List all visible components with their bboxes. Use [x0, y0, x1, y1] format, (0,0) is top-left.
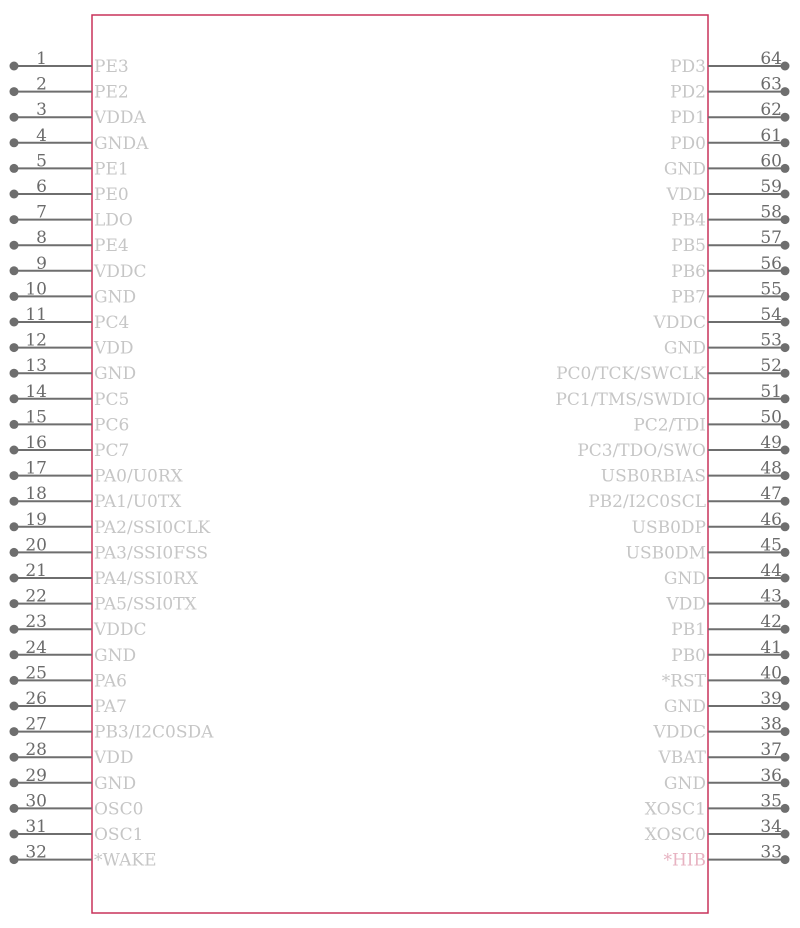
pin-number: 12: [25, 330, 47, 351]
pin-endpoint-dot: [10, 164, 19, 173]
pin-number: 16: [25, 433, 47, 453]
pin-number: 62: [760, 100, 782, 121]
pin-endpoint-dot: [10, 522, 19, 531]
pin-label: PA2/SSI0CLK: [94, 517, 211, 538]
pin: [10, 203, 133, 231]
pin: [577, 433, 789, 461]
pin-number: 31: [25, 817, 47, 837]
pin-label: VDDC: [653, 313, 706, 333]
pin-label: PE3: [94, 57, 129, 77]
pin-number: 40: [760, 663, 782, 684]
pin: [556, 356, 789, 384]
pin-number: 7: [36, 202, 47, 223]
pin-label: GND: [663, 159, 706, 180]
pin-number: 25: [25, 663, 47, 684]
pin: [601, 459, 790, 487]
pin-label: XOSC1: [644, 799, 706, 820]
pin: [658, 740, 790, 768]
pin: [10, 459, 184, 487]
pin-label: XOSC0: [644, 825, 706, 845]
pin: [670, 100, 789, 128]
pin-label: PA1/U0TX: [94, 492, 182, 513]
pin-label: PC3/TDO/SWO: [577, 441, 706, 461]
pin: [10, 100, 147, 128]
pin: [10, 382, 130, 410]
pin-endpoint-dot: [10, 113, 19, 122]
pin-label: PD3: [670, 57, 706, 77]
pin-label: PA7: [94, 697, 127, 717]
pin: [10, 151, 129, 179]
pin-label: PB6: [671, 261, 706, 282]
pin-number: 15: [25, 407, 47, 428]
pin-number: 61: [760, 125, 782, 146]
pin-label: *HIB: [663, 850, 706, 871]
pin-number: 34: [760, 817, 782, 837]
pin-number: 57: [760, 228, 782, 249]
pin-label: VDDC: [94, 261, 147, 282]
pin-endpoint-dot: [10, 574, 19, 583]
pin: [664, 151, 790, 179]
pin: [664, 689, 790, 717]
pin: [10, 689, 127, 717]
pin: [671, 279, 789, 307]
pin-number: 51: [760, 381, 782, 402]
pin-label: GND: [94, 364, 137, 385]
pin-label: VBAT: [658, 748, 706, 769]
pin-number: 20: [25, 535, 47, 556]
left-pin-group: [10, 49, 215, 871]
pin-label: GND: [663, 338, 706, 359]
pin-number: 33: [760, 842, 782, 863]
pin-endpoint-dot: [10, 318, 19, 327]
pin-label: OSC1: [94, 825, 144, 845]
pin: [645, 817, 790, 845]
pin: [671, 612, 789, 640]
pin-number: 63: [760, 74, 782, 95]
pin-label: GND: [663, 697, 706, 717]
pin-label: LDO: [94, 210, 133, 231]
pin-number: 39: [760, 689, 782, 709]
pin-endpoint-dot: [10, 548, 19, 557]
pin: [10, 663, 127, 691]
pin-endpoint-dot: [10, 625, 19, 634]
pin-number: 54: [760, 305, 782, 325]
pin-number: 60: [760, 151, 782, 172]
pin-endpoint-dot: [10, 394, 19, 403]
pin-number: 4: [36, 125, 47, 146]
pin-label: PE4: [94, 236, 129, 257]
pin-label: VDD: [666, 594, 706, 615]
pin: [10, 254, 147, 282]
pin-endpoint-dot: [10, 446, 19, 455]
pin-label: PA3/SSI0FSS: [94, 543, 209, 564]
pin-number: 10: [25, 279, 47, 300]
pin-endpoint-dot: [10, 241, 19, 250]
pin-endpoint-dot: [10, 62, 19, 71]
pin: [664, 331, 790, 359]
pin-endpoint-dot: [10, 215, 19, 224]
pin: [10, 433, 130, 461]
pin-number: 30: [25, 791, 47, 812]
pin-endpoint-dot: [10, 292, 19, 301]
pin: [555, 382, 789, 410]
pin-number: 58: [760, 202, 782, 223]
pin: [671, 638, 789, 666]
chip-body-outline: [92, 15, 708, 913]
pin: [665, 177, 789, 205]
pin: [10, 279, 137, 307]
pin-endpoint-dot: [10, 727, 19, 736]
pin: [588, 484, 789, 512]
pin-number: 22: [25, 586, 47, 607]
pin: [671, 228, 789, 256]
pin-label: VDDC: [94, 620, 147, 641]
pin: [10, 331, 134, 359]
pin: [10, 817, 144, 845]
pin-label: PA0/U0RX: [94, 466, 183, 487]
pin: [665, 587, 789, 615]
pin-endpoint-dot: [10, 497, 19, 506]
pin-label: PA6: [94, 671, 127, 692]
pin-label: *WAKE: [94, 850, 157, 871]
pin-label: PD2: [670, 82, 706, 103]
pin-label: PC4: [94, 313, 130, 333]
pin-label: PC0/TCK/SWCLK: [556, 364, 706, 385]
pin-number: 24: [25, 637, 47, 658]
pin-label: VDD: [94, 338, 134, 359]
pin-number: 48: [760, 458, 782, 479]
pin-label: GND: [94, 287, 137, 308]
pin: [671, 254, 789, 282]
pin-endpoint-dot: [10, 804, 19, 813]
pin: [10, 612, 147, 640]
pin: [10, 228, 129, 256]
pin-number: 23: [25, 612, 47, 633]
pin-number: 53: [760, 330, 782, 351]
pin: [10, 561, 200, 589]
pin-number: 1: [36, 49, 47, 69]
pin: [10, 843, 157, 871]
pin-number: 50: [760, 407, 782, 428]
pin-endpoint-dot: [10, 855, 19, 864]
pin-label: PC6: [94, 415, 130, 436]
pin-endpoint-dot: [10, 266, 19, 275]
pin-label: PA4/SSI0RX: [94, 569, 199, 589]
pin-endpoint-dot: [10, 471, 19, 480]
pin-label: PC2/TDI: [633, 415, 706, 436]
pin-endpoint-dot: [10, 138, 19, 147]
right-pin-group: [555, 49, 789, 871]
pin-label: PB3/I2C0SDA: [94, 722, 214, 743]
pin-label: VDD: [666, 185, 706, 205]
pin: [664, 561, 790, 589]
pin-label: PC5: [94, 389, 130, 410]
pin-number: 42: [760, 612, 782, 633]
pin-endpoint-dot: [10, 778, 19, 787]
pin-endpoint-dot: [10, 702, 19, 711]
pin: [10, 766, 137, 794]
pin-label: PB7: [671, 287, 706, 308]
pin-label: PB1: [671, 620, 706, 641]
pin: [663, 843, 789, 871]
pin-number: 13: [25, 356, 47, 377]
pin-endpoint-dot: [10, 599, 19, 608]
pin-endpoint-dot: [10, 343, 19, 352]
pin: [662, 663, 790, 691]
pin: [10, 49, 129, 77]
pin-number: 11: [25, 305, 47, 325]
pin-number: 38: [760, 714, 782, 735]
pin-label: VDD: [94, 748, 134, 769]
pin-number: 8: [36, 228, 47, 249]
pin-label: VDDC: [653, 722, 706, 743]
pin-number: 37: [760, 740, 782, 761]
pin-number: 29: [25, 765, 47, 786]
pin-label: GND: [663, 773, 706, 794]
pin: [10, 305, 130, 333]
pin: [10, 484, 183, 512]
pin-number: 45: [760, 535, 782, 556]
pin-label: GND: [94, 773, 137, 794]
pin: [10, 177, 129, 205]
pin: [670, 126, 789, 154]
pin-number: 52: [760, 356, 782, 377]
pin-label: USB0DP: [631, 517, 706, 538]
pin-label: PC1/TMS/SWDIO: [555, 389, 706, 410]
pin-label: OSC0: [94, 799, 144, 820]
pin-number: 28: [25, 740, 47, 761]
pin-label: PA5/SSI0TX: [94, 594, 197, 615]
pin-number: 18: [25, 484, 47, 505]
pin-number: 19: [25, 509, 47, 530]
pin: [633, 407, 789, 435]
pin: [671, 203, 789, 231]
pin-label: PE0: [94, 185, 129, 205]
pin: [664, 766, 790, 794]
pin-number: 3: [36, 100, 47, 121]
pin-number: 26: [25, 689, 47, 709]
pin: [10, 638, 137, 666]
pin: [10, 510, 211, 538]
pin: [10, 356, 137, 384]
pin: [645, 791, 790, 819]
pin: [670, 75, 789, 103]
pin-number: 27: [25, 714, 47, 735]
pin-label: GND: [663, 569, 706, 589]
pin: [10, 126, 150, 154]
pin-endpoint-dot: [10, 420, 19, 429]
pin-label: GND: [94, 645, 137, 666]
pin-endpoint-dot: [10, 753, 19, 762]
pin-number: 14: [25, 381, 47, 402]
pin-endpoint-dot: [10, 650, 19, 659]
pin-number: 59: [760, 177, 782, 197]
pin: [10, 791, 144, 819]
pin: [10, 740, 134, 768]
pin-number: 43: [760, 586, 782, 607]
pin-number: 5: [36, 151, 47, 172]
pin-endpoint-dot: [10, 87, 19, 96]
pin-label: USB0DM: [625, 543, 706, 564]
pin-number: 9: [36, 253, 47, 274]
pin-number: 55: [760, 279, 782, 300]
pin-label: PE1: [94, 159, 129, 180]
pin-label: PB4: [671, 210, 706, 231]
pin: [10, 407, 130, 435]
pin: [670, 49, 789, 77]
pin-number: 64: [760, 49, 782, 69]
pin-endpoint-dot: [10, 676, 19, 685]
pin-label: *RST: [661, 671, 706, 692]
pin-number: 17: [25, 458, 47, 479]
pin-number: 36: [760, 765, 782, 786]
pin-endpoint-dot: [10, 830, 19, 839]
pin-number: 41: [760, 637, 782, 658]
pin-number: 21: [25, 561, 47, 581]
pin: [10, 587, 198, 615]
pin-number: 56: [760, 253, 782, 274]
pin-label: VDDA: [94, 108, 146, 129]
pin-label: PB2/I2C0SCL: [588, 492, 706, 513]
pin-label: GNDA: [94, 133, 149, 154]
pin-label: PC7: [94, 441, 130, 461]
pin-endpoint-dot: [10, 190, 19, 199]
pin-number: 6: [36, 177, 47, 197]
pin: [632, 510, 790, 538]
pin-label: USB0RBIAS: [600, 466, 706, 487]
pin: [10, 535, 209, 563]
pin-label: PB5: [671, 236, 706, 257]
pin-number: 46: [760, 509, 782, 530]
pin-label: PB0: [671, 645, 706, 666]
pin-number: 47: [760, 484, 782, 505]
pin: [652, 715, 789, 743]
pin-label: PD0: [670, 133, 706, 154]
pin-number: 32: [25, 842, 47, 863]
pin-label: PE2: [94, 82, 129, 103]
pin-label: PD1: [670, 108, 706, 129]
pin-number: 35: [760, 791, 782, 812]
pin: [10, 75, 129, 103]
pin-endpoint-dot: [10, 369, 19, 378]
pin-number: 2: [36, 74, 47, 95]
pin: [10, 715, 215, 743]
pin: [652, 305, 789, 333]
pin-number: 49: [760, 433, 782, 453]
pin-number: 44: [760, 561, 782, 581]
